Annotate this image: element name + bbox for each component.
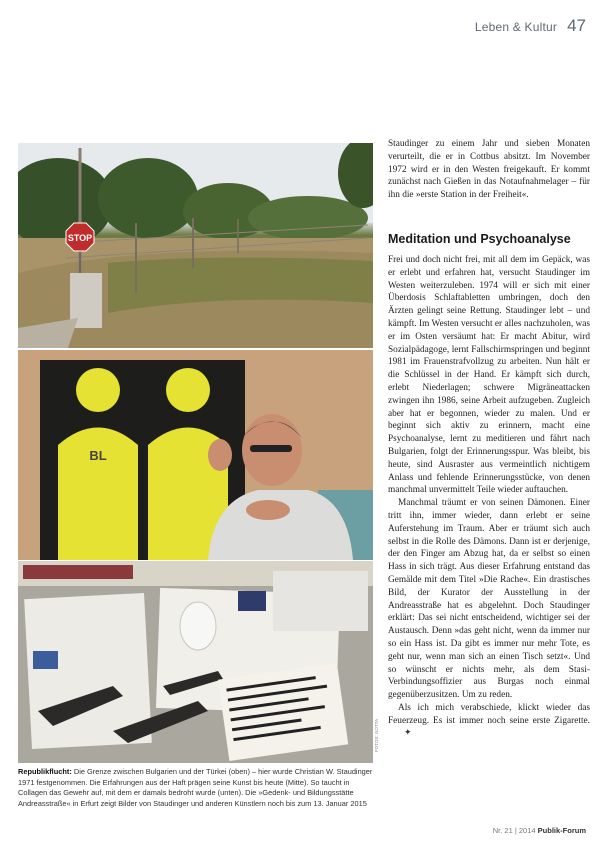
- issue-number: Nr. 21 | 2014: [492, 826, 536, 835]
- page-number: 47: [567, 16, 586, 35]
- caption-text: Die Grenze zwischen Bulgarien und der Türkei (oben) – hier wurde Christian W. Staudinger 1971 festgenommen. Die Erfahrungen aus der Haft prägen seine Kunst bis heute (Mitte). So taucht in Collagen das Gewehr auf, mit dem er damals bedroht wurde (unten). Die »Gedenk- und Bildungsstätte Andreasstraße« in Erfurt zeigt Bilder von Staudinger und anderen Künstlern noch bis zum 13. Januar 2015: [18, 767, 373, 808]
- photo-collage-table: [18, 561, 373, 763]
- photo-credit: FOTOS: GOTTA: [374, 718, 379, 752]
- photo-artist-portrait: [18, 350, 373, 560]
- end-mark-icon: ✦: [404, 728, 412, 739]
- section-label: Leben & Kultur: [474, 20, 558, 34]
- article-paragraph-last: [388, 702, 590, 740]
- photo-border-landscape: [18, 143, 373, 348]
- article-paragraph: Manchmal träumt er von seinen Dämonen. Einer tritt ihn, immer wieder, dann erlebt er seine Auferstehung im Traum. Aber er träumt sich auch selbst in die Rolle des Dämons. Dann ist er derjenige, der den Finger am Abzug hat, da er selbst so einen Hass in sich trägt. Aus dieser Erfahrung entstand das Gemälde mit dem Titel »Die Rache«. Ein drastisches Bild, der Kurator der Ausstellung in der Andreasstraße hat es abgelehnt. Doch Staudinger erklärt: Das sei nicht entscheidend, wichtiger sei der Austausch. Denn »das geht nicht, wenn da immer nur so ein Hass ist. Da gibt es immer nur mehr Tote, es geht nur, wenn man sich an einen Tisch setzt«. Und so wünscht er nichts mehr, als dem Stasi-Verbindungsoffizier aus Burgas noch einmal gegenüberzusitzen. Um zu reden.: [388, 498, 590, 701]
- page-footer: [493, 826, 586, 835]
- magazine-name: Publik-Forum: [537, 826, 586, 835]
- photo-caption: [18, 767, 378, 809]
- article-subheading: Meditation und Psychoanalyse: [388, 232, 571, 246]
- article-lead-paragraph: Staudinger zu einem Jahr und sieben Monaten verurteilt, die er in Cottbus absitzt. Im November 1972 wird er in den Westen freigekauft. Er kommt zunächst nach Gießen in das Notaufnahmelager – für ihn die »erste Station in der Freiheit«.: [388, 139, 590, 201]
- target-label: BL: [89, 448, 107, 463]
- article-paragraph: Frei und doch nicht frei, mit all dem im Gepäck, was er erlebt und erfahren hat, versucht Staudinger im Westen weiterzuleben. 1974 will er sich mit einer Überdosis Schlaftabletten umbringen, doch den Ärzten gelingt seine Rettung. Staudinger lebt – und kämpft. Im Westen versucht er alles nachzuholen, was er im Osten versäumt hat: Er macht Abitur, wird Sozialpädagoge, lernt Fallschirmspringen und beginnt 1981 im Frauenstrafvollzug zu arbeiten. Nun hält er die Schlüssel in der Hand. Er kämpft sich durch, erlebt Niederlagen; schwere Migräneattacken zwingen ihn 1986, seine Arbeit aufzugeben. Zugleich aber hat er begonnen, wieder zu malen. Und er beginnt sich aktiv zu erinnern, macht eine Psychoanalyse, lernt zu meditieren und fährt nach Bulgarien, folgt der Erinnerungsspur. Was bleibt, bis heute, sind Ausraster aus vermeintlich nichtigem Anlass und fehlende Erinnerungsstücke, von denen manchmal unvermittelt Teile wieder auftauchen.: [388, 255, 590, 496]
- article-body: [388, 254, 590, 740]
- article-paragraph-text: Als ich mich verabschiede, klickt wieder das Feuerzeug. Es ist immer noch seine erste Zigarette.: [388, 702, 590, 726]
- stop-sign-text: STOP: [67, 233, 93, 243]
- caption-lead: Republikflucht:: [18, 767, 72, 776]
- page-header: [475, 16, 586, 36]
